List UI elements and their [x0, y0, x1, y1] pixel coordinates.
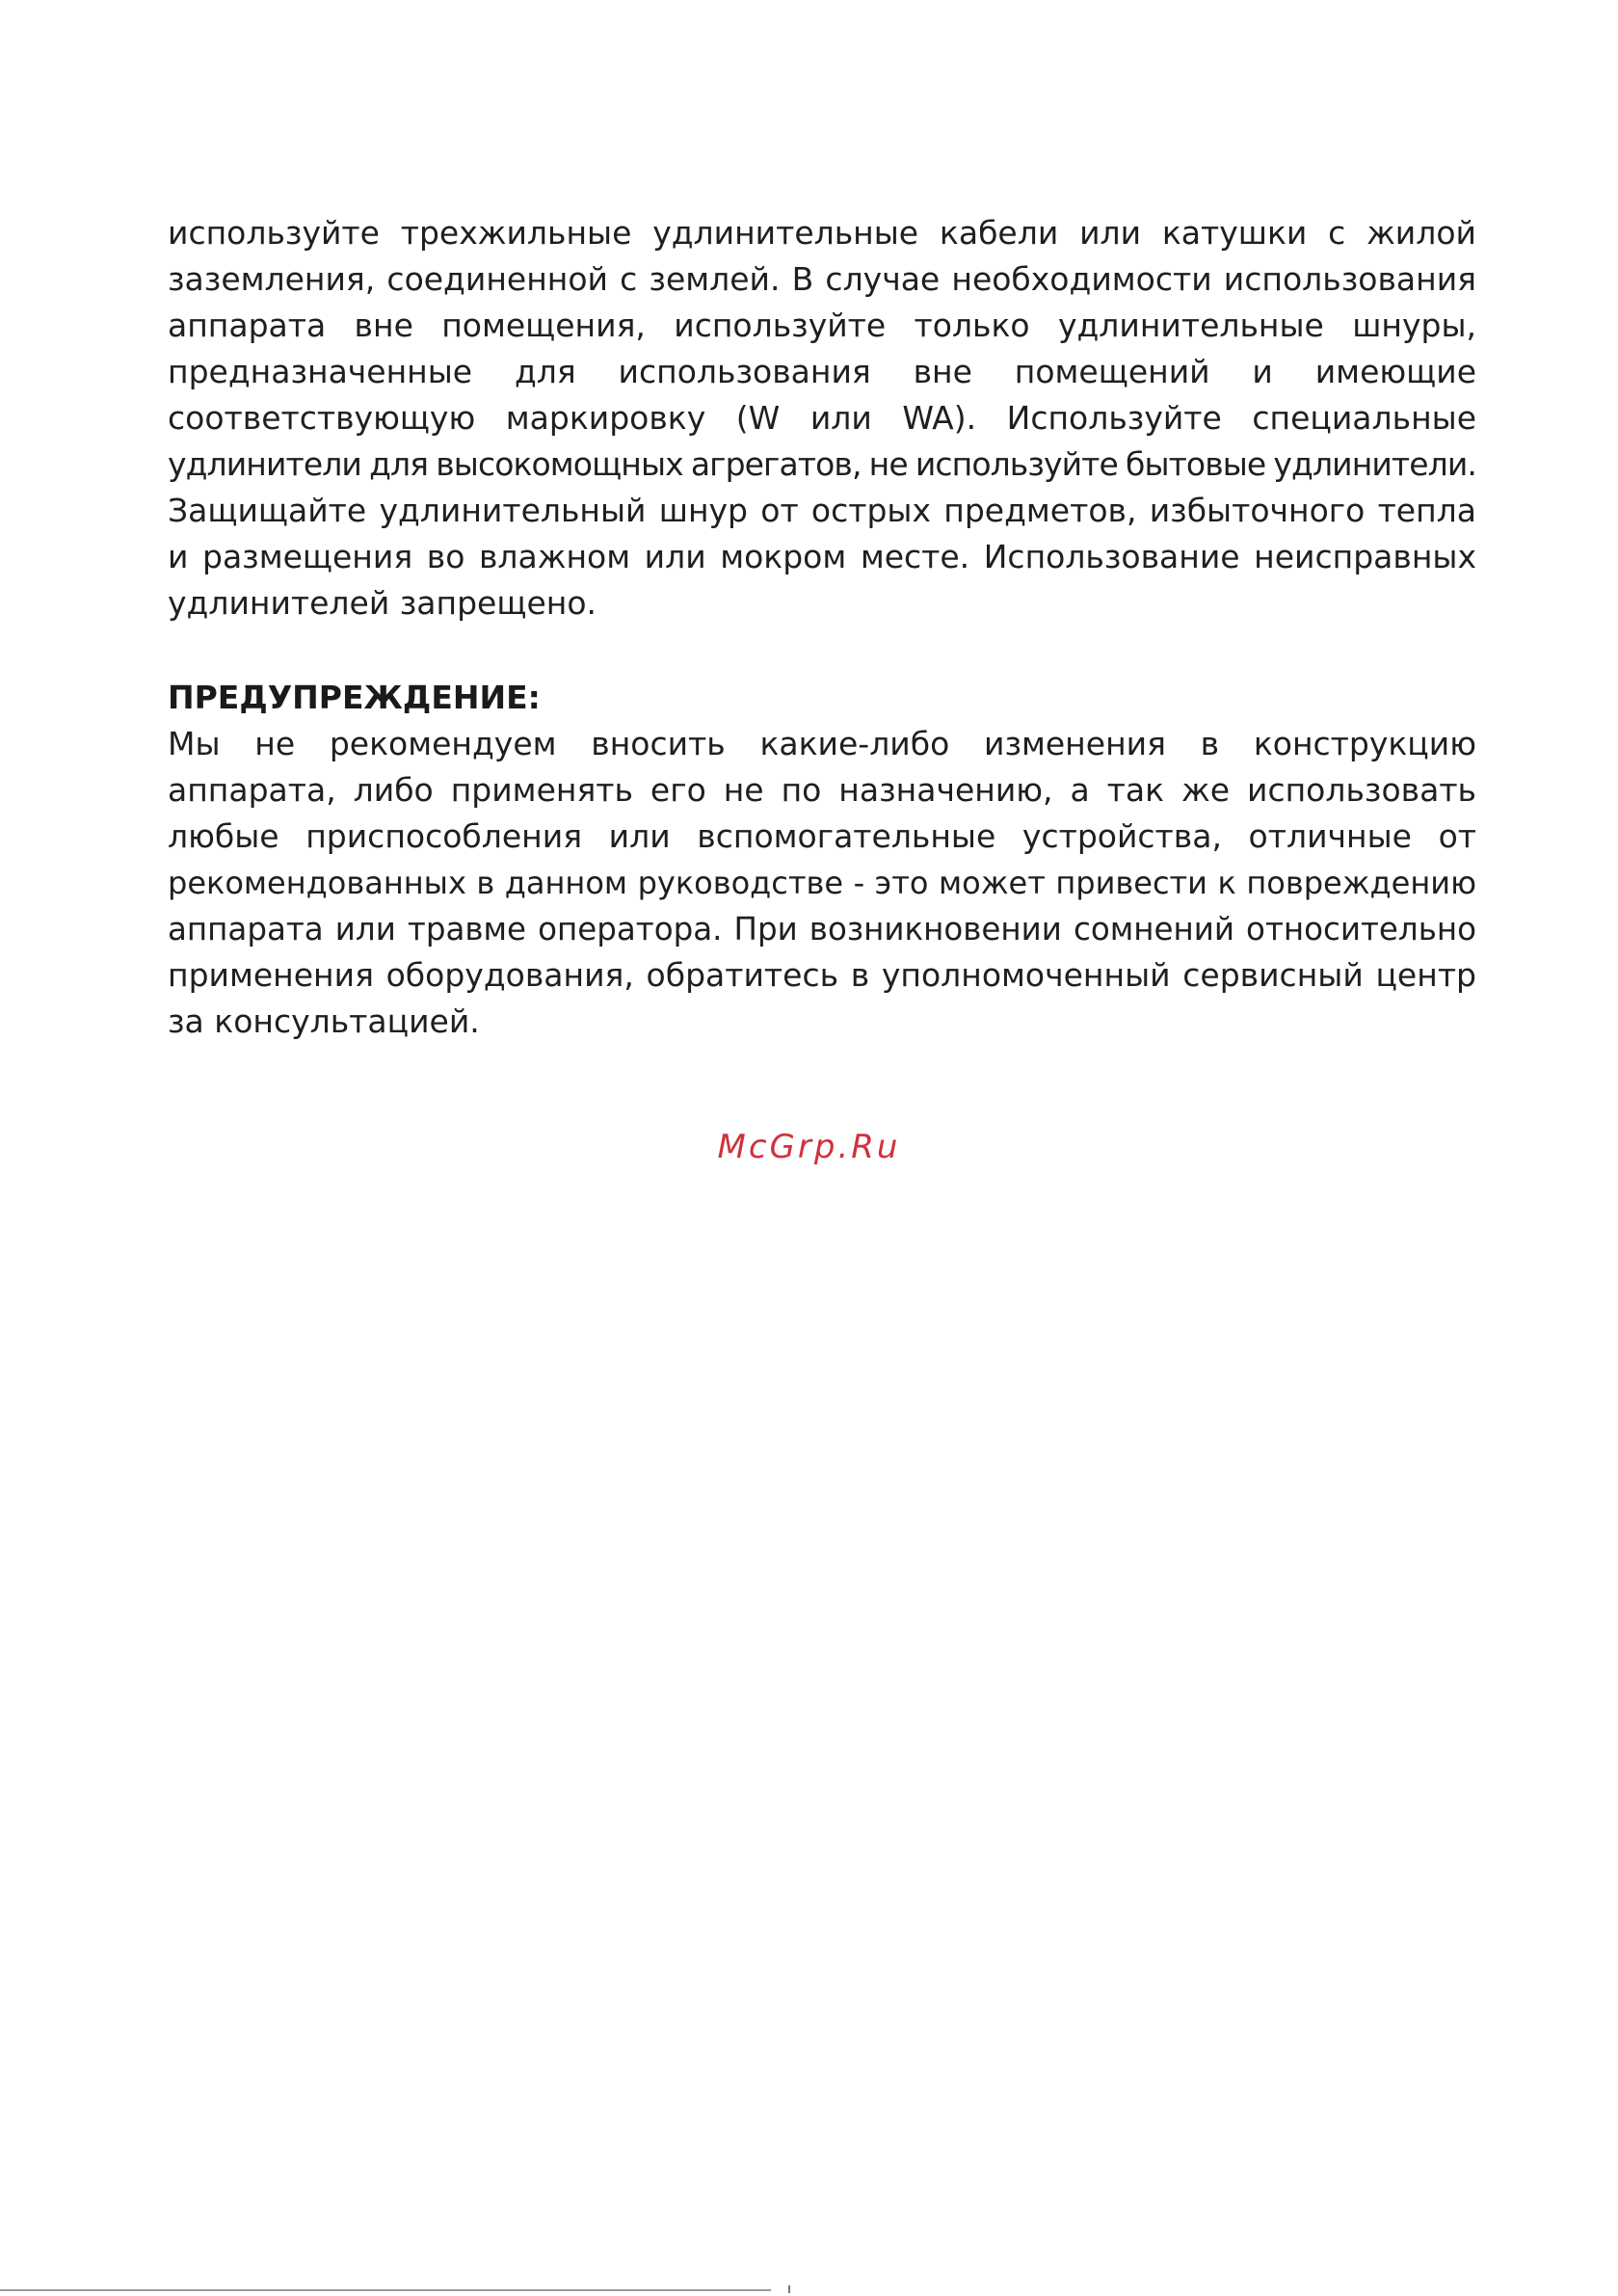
bottom-tick-mark: [788, 2285, 790, 2293]
paragraph-line: аппарата или травме оператора. При возникновении сомнений относительно: [168, 911, 1476, 948]
paragraph-spacer: [168, 627, 1476, 675]
paragraph-line: и размещения во влажном или мокром месте. Использование неисправных: [168, 538, 1476, 575]
bottom-divider: [0, 2289, 771, 2291]
paragraph-line: рекомендованных в данном руководстве - это может привести к повреждению: [168, 865, 1476, 901]
paragraph-line: аппарата, либо применять его не по назначению, а так же использовать: [168, 771, 1476, 809]
warning-heading: ПРЕДУПРЕЖДЕНИЕ:: [168, 679, 541, 716]
paragraph-line: заземления, соединенной с землей. В случае необходимости использования: [168, 260, 1476, 298]
paragraph-line: любые приспособления или вспомогательные устройства, отличные от: [168, 817, 1476, 855]
extension-cord-paragraph: [168, 210, 1476, 627]
paragraph-line: предназначенные для использования вне помещений и имеющие: [168, 353, 1476, 390]
paragraph-line: Защищайте удлинительный шнур от острых предметов, избыточного тепла: [168, 492, 1476, 529]
paragraph-line: удлинителей запрещено.: [168, 584, 597, 622]
paragraph-line: применения оборудования, обратитесь в уполномоченный сервисный центр: [168, 956, 1476, 994]
paragraph-line: используйте трехжильные удлинительные кабели или катушки с жилой: [168, 214, 1476, 252]
paragraph-line: соответствующую маркировку (W или WA). Используйте специальные: [168, 399, 1476, 437]
paragraph-line: аппарата вне помещения, используйте только удлинительные шнуры,: [168, 307, 1476, 344]
paragraph-line: Мы не рекомендуем вносить какие-либо изменения в конструкцию: [168, 725, 1476, 762]
document-body: [168, 210, 1476, 1045]
warning-section: [168, 675, 1476, 1045]
watermark-text: McGrp.Ru: [717, 1128, 901, 1166]
paragraph-line: удлинители для высокомощных агрегатов, не используйте бытовые удлинители.: [168, 445, 1476, 483]
paragraph-line: за консультацией.: [168, 1002, 480, 1040]
